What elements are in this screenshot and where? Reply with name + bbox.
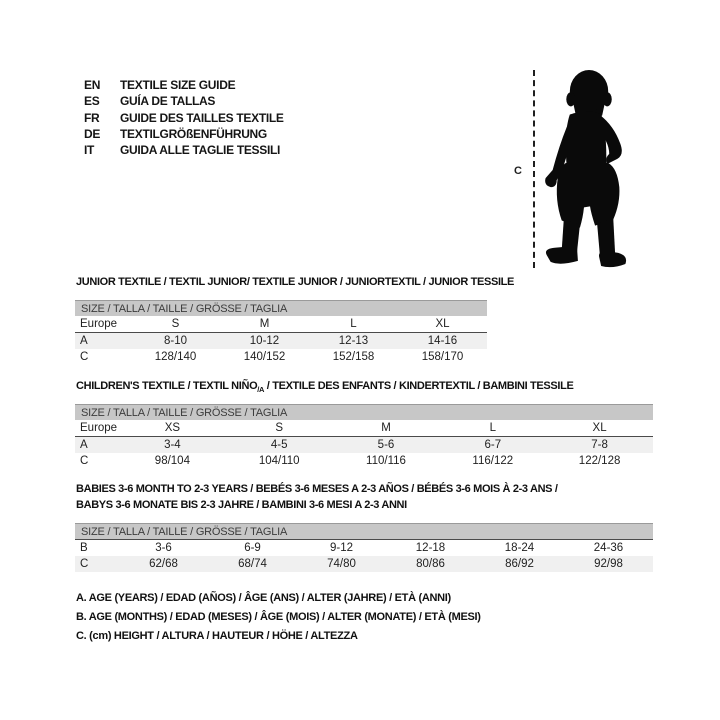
value-cell: 12-18 — [415, 542, 446, 554]
table-row — [75, 420, 653, 437]
babies-size-table — [75, 523, 653, 572]
value-cell: 140/152 — [243, 351, 286, 363]
row-label: A — [75, 437, 119, 454]
table-row — [75, 349, 487, 365]
table-row — [75, 333, 487, 350]
size-cell: XL — [398, 316, 487, 333]
size-header-bar: SIZE / TALLA / TAILLE / GRÖSSE / TAGLIA — [75, 301, 487, 317]
value-cell: 14-16 — [398, 333, 487, 350]
region-label: Europe — [75, 420, 119, 437]
size-cell: L — [439, 420, 546, 437]
size-cell: L — [309, 316, 398, 333]
value-cell: 152/158 — [332, 351, 375, 363]
value-cell: 86/92 — [475, 556, 564, 572]
value-cell: 18-24 — [504, 542, 535, 554]
size-cell: M — [333, 420, 440, 437]
footnote-b: B. AGE (MONTHS) / EDAD (MESES) / ÂGE (MOIS) / ALTER (MONATE) / ETÀ (MESI) — [76, 611, 481, 623]
children-size-table — [75, 404, 653, 469]
value-cell: 80/86 — [386, 556, 475, 572]
value-cell: 5-6 — [333, 437, 440, 454]
children-title-sub: /A — [257, 385, 265, 395]
footnotes — [76, 592, 481, 642]
region-label: Europe — [75, 316, 131, 333]
value-cell: 3-6 — [155, 542, 172, 554]
language-label: GUIDE DES TAILLES TEXTILE — [120, 110, 284, 125]
row-label: C — [80, 455, 89, 467]
language-code: ES — [84, 94, 100, 109]
height-dashed-line — [533, 70, 535, 268]
language-label: TEXTILE SIZE GUIDE — [120, 78, 236, 93]
value-cell: 9-12 — [329, 542, 354, 554]
row-label: C — [80, 351, 89, 363]
table-row — [75, 556, 653, 572]
table-row — [75, 453, 653, 469]
size-header-bar: SIZE / TALLA / TAILLE / GRÖSSE / TAGLIA — [75, 524, 653, 540]
value-cell: 8-10 — [131, 333, 220, 350]
language-row-en — [84, 77, 284, 93]
value-cell: 6-7 — [439, 437, 546, 454]
value-cell: 3-4 — [119, 437, 226, 454]
value-cell: 128/140 — [154, 351, 197, 363]
language-label: GUÍA DE TALLAS — [120, 94, 216, 109]
value-cell: 68/74 — [208, 556, 297, 572]
language-row-fr — [84, 110, 284, 126]
size-cell: XS — [119, 420, 226, 437]
size-cell: XL — [546, 420, 653, 437]
table-row — [75, 437, 653, 454]
size-cell: S — [226, 420, 333, 437]
value-cell: 12-13 — [309, 333, 398, 350]
children-title-text: CHILDREN'S TEXTILE / TEXTIL NIÑO — [76, 380, 258, 392]
value-cell: 24-36 — [593, 542, 624, 554]
value-cell: 98/104 — [154, 455, 190, 467]
language-label: TEXTILGRÖßENFÜHRUNG — [120, 127, 267, 142]
language-label: GUIDA ALLE TAGLIE TESSILI — [120, 143, 281, 158]
size-cell: S — [131, 316, 220, 333]
row-label: A — [75, 333, 131, 350]
babies-table-title — [76, 481, 596, 513]
size-cell: M — [220, 316, 309, 333]
value-cell: 74/80 — [297, 556, 386, 572]
value-cell: 4-5 — [226, 437, 333, 454]
language-row-de — [84, 126, 284, 142]
row-label: B — [80, 542, 88, 554]
language-code: FR — [84, 110, 100, 125]
value-cell: 6-9 — [244, 542, 261, 554]
children-table-title — [76, 380, 573, 394]
language-code: EN — [84, 78, 101, 93]
value-cell: 158/170 — [421, 351, 464, 363]
language-code: DE — [84, 127, 101, 142]
value-cell: 92/98 — [564, 556, 653, 572]
language-row-it — [84, 142, 284, 158]
footnote-c: C. (cm) HEIGHT / ALTURA / HAUTEUR / HÖHE / ALTEZZA — [76, 630, 358, 642]
value-cell: 7-8 — [546, 437, 653, 454]
footnote-a: A. AGE (YEARS) / EDAD (AÑOS) / ÂGE (ANS) / ALTER (JAHRE) / ETÀ (ANNI) — [76, 592, 451, 604]
junior-table-title: JUNIOR TEXTILE / TEXTIL JUNIOR/ TEXTILE JUNIOR / JUNIORTEXTIL / JUNIOR TESSILE — [76, 276, 515, 288]
height-measure-label: C — [514, 165, 522, 177]
language-row-es — [84, 93, 284, 109]
language-code: IT — [84, 143, 95, 158]
value-cell: 104/110 — [258, 455, 300, 467]
value-cell: 110/116 — [366, 455, 406, 467]
babies-title-line2: BABYS 3-6 MONATE BIS 2-3 JAHRE / BAMBINI 3-6 MESI A 2-3 ANNI — [76, 499, 407, 511]
value-cell: 116/122 — [472, 455, 514, 467]
table-row — [75, 540, 653, 557]
toddler-silhouette-icon — [542, 69, 632, 269]
junior-size-table — [75, 300, 487, 365]
value-cell: 62/68 — [119, 556, 208, 572]
children-title-text: / TEXTILE DES ENFANTS / KINDERTEXTIL / BAMBINI TESSILE — [264, 380, 574, 392]
babies-title-line1: BABIES 3-6 MONTH TO 2-3 YEARS / BEBÉS 3-6 MESES A 2-3 AÑOS / BÉBÉS 3-6 MOIS À 2-3 ANS / — [76, 483, 558, 495]
value-cell: 122/128 — [578, 455, 621, 467]
value-cell: 10-12 — [220, 333, 309, 350]
table-row — [75, 316, 487, 333]
size-header-bar: SIZE / TALLA / TAILLE / GRÖSSE / TAGLIA — [75, 405, 653, 421]
language-list — [84, 77, 284, 158]
row-label: C — [75, 556, 119, 572]
